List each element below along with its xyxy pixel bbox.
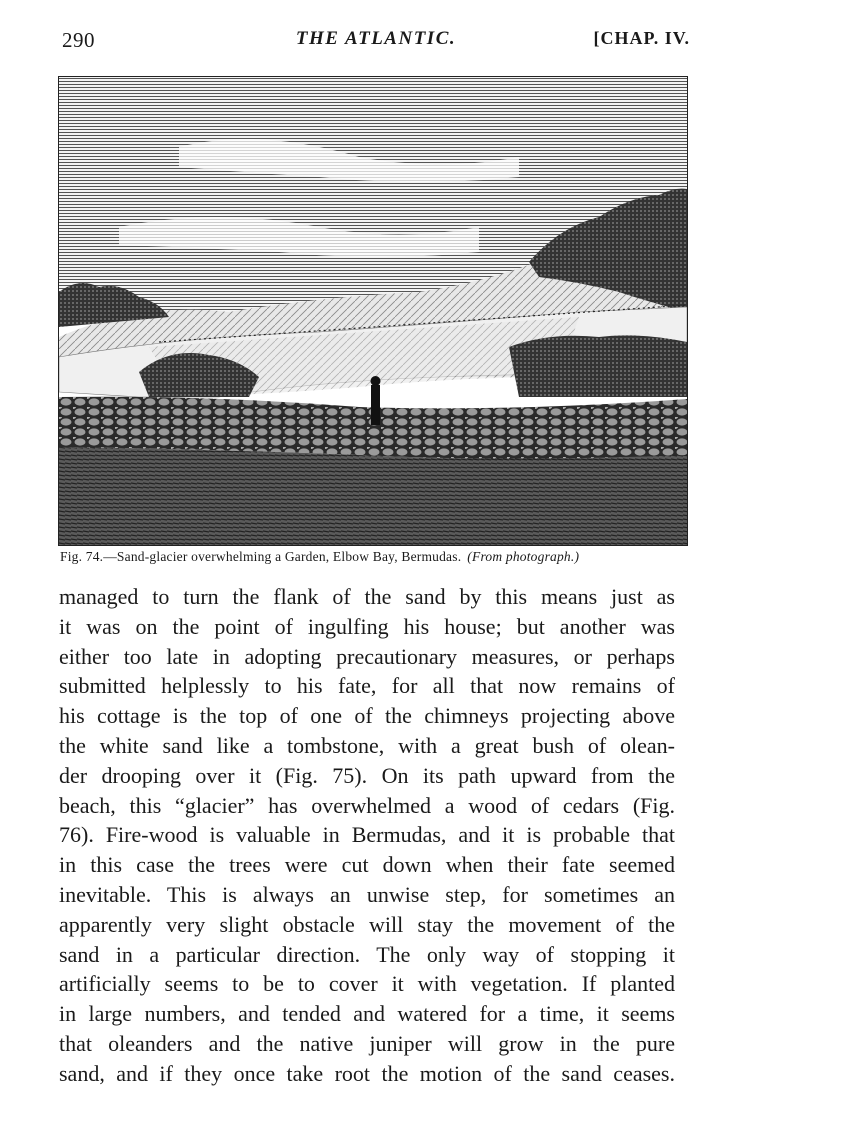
caption-text: Fig. 74.—Sand-glacier overwhelming a Garden, Elbow Bay, Bermudas. (60, 549, 462, 564)
foreground-ground (59, 447, 687, 545)
text-line: submitted helplessly to his fate, for all that now remains of (59, 673, 675, 699)
text-line: in this case the trees were cut down when their fate seemed (59, 852, 675, 878)
text-line: apparently very slight obstacle will stay the movement of the (59, 911, 675, 937)
bush-right-mid (509, 335, 687, 397)
text-line: the white sand like a tombstone, with a great bush of olean- (59, 732, 675, 758)
text-line: sand, and if they once take root the motion of the sand ceases. (59, 1060, 675, 1086)
text-line: der drooping over it (Fig. 75). On its path upward from the (59, 762, 675, 788)
standing-figure (371, 385, 380, 425)
running-title: THE ATLANTIC. (295, 28, 457, 49)
text-line: managed to turn the flank of the sand by this means just as (59, 584, 675, 609)
text-line: in large numbers, and tended and watered for a time, it seems (59, 1001, 675, 1027)
page-number: 290 (62, 28, 95, 52)
figure-caption (60, 549, 692, 565)
text-line: sand in a particular direction. The only way of stopping it (59, 941, 675, 967)
text-line: beach, this “glacier” has overwhelmed a wood of cedars (Fig. (59, 792, 675, 818)
page-header (62, 28, 690, 56)
text-line: artificially seems to be to cover it with vegetation. If planted (59, 971, 675, 997)
caption-source: (From photograph.) (467, 549, 580, 564)
text-line: his cottage is the top of one of the chimneys projecting above (59, 703, 675, 729)
engraving-illustration (58, 76, 688, 546)
text-line: either too late in adopting precautionary measures, or perhaps (59, 643, 675, 669)
text-line: that oleanders and the native juniper will grow in the pure (59, 1030, 675, 1056)
body-paragraph (59, 582, 675, 1089)
text-line: inevitable. This is always an unwise step, for sometimes an (59, 881, 675, 907)
text-line: 76). Fire-wood is valuable in Bermudas, and it is probable that (59, 822, 675, 848)
text-line: it was on the point of ingulfing his house; but another was (59, 613, 675, 639)
chapter-label: [CHAP. IV. (593, 28, 690, 48)
